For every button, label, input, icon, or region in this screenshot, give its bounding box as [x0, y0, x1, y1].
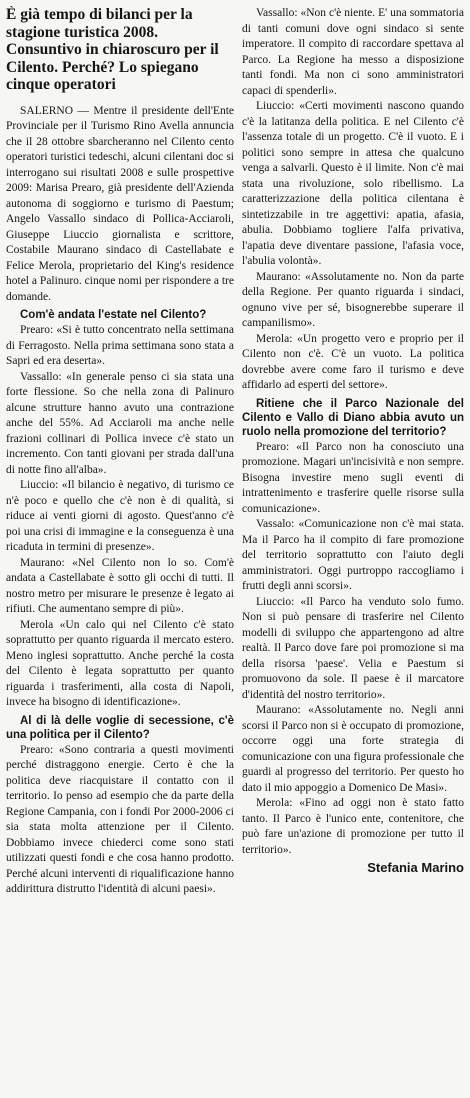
paragraph: Liuccio: «Il Parco ha venduto solo fumo. Non si può pensare di trasferire nel Cilento modelli di sviluppo che appartengono ad altre realtà. Il Parco dove fare poi promozione si ma della risorsa 'paese'. Velia e Paestum si promuovono da sole. Il paese è il marcatore d'identità del nostro territorio».: [242, 595, 464, 701]
paragraph: SALERNO — Mentre il presidente dell'Ente Provinciale per il Turismo Rino Avella annuncia che il 28 ottobre sbarcheranno nel Cilento cento operatori turistici tedeschi, alcuni cilentani doc si interrogano sui risultati 2008 e sulle prospettive 2009: Marisa Prearo, già presidente dell'Azienda autonoma di soggiorno e turismo di Paestum; Angelo Vassallo sindaco di Pollica-Acciaroli, Giuseppe Liuccio giornalista e scrittore, Costabile Maurano sindaco di Castellabate e Felice Merola, proprietario del King's residence hotel a Palinuro. cinque nomi per rispondere a tre domande.: [6, 104, 234, 303]
question-heading: Al di là delle voglie di secessione, c'è una politica per il Cilento?: [6, 714, 234, 741]
paragraph: Liuccio: «Il bilancio è negativo, di turismo ce n'è poco e quello che c'è non è di qualità, si riduce ai venti giorni di agosto. Quest'anno c'è poi una crisi di immagine e la conseguenza è una ricaduta in termini di presenze».: [6, 479, 234, 553]
left-column: [6, 6, 234, 1094]
headline: È già tempo di bilanci per la stagione turistica 2008. Consuntivo in chiaroscuro per il Cilento. Perché? Lo spiegano cinque operatori: [6, 6, 219, 93]
paragraph: Prearo: «Il Parco non ha conosciuto una promozione. Magari un'incisività e non sempre. Bisogna investire meno sugli eventi di intrattenimento e trasferire quelle risorse sulla comunicazione».: [242, 440, 464, 515]
paragraph: Prearo: «Sono contraria a questi movimenti perché distraggono energie. Certo è che la politica deve riacquistare il contatto con il territorio. Io penso ad esempio che da parte della Regione Campania, con i fondi Por 2000-2006 ci sia stata molta attenzione per il Cilento. Dobbiamo invece chiederci come sono stati utilizzati questi fondi e che cosa hanno prodotto. Perché alcuni interventi di riqualificazione hanno addirittura distrutto l'identità di alcuni paesi».: [6, 743, 234, 895]
paragraph: Merola «Un calo qui nel Cilento c'è stato soprattutto per quanto riguarda il mercato estero. Meno inglesi soprattutto. Anche perché la costa del Cilento è legata soprattutto per quanto riguarda i trasferimenti, alla costa di Napoli, invece ha bisogno di identificazione».: [6, 618, 234, 708]
left-column-body: [6, 104, 234, 898]
paragraph: Vassalo: «Comunicazione non c'è mai stata. Ma il Parco ha il compito di fare promozione del territorio soprattutto con l'aiuto degli amministratori. Oggi purtroppo raccogliamo i frutti degli anni scorsi».: [242, 518, 464, 592]
paragraph: Maurano: «Nel Cilento non lo so. Com'è andata a Castellabate è sotto gli occhi di tutti. Il nostro metro per misurare le presenze è legato ai rifiuti. Che aumentano sempre di più».: [6, 556, 234, 615]
paragraph: Liuccio: «Certi movimenti nascono quando c'è la latitanza della politica. E nel Cilento c'è l'assenza totale di un progetto. C'è il vuoto. E i politici sono sempre in attesa che qualcuno venga a salvarli. Questo è il limite. Non c'è mai stata una rivoluzione, solo ribellismo. La caratterizzazione della politica cilentana è sintetizzabile in tre aggettivi: apatia, afasia, abulia. Dobbiamo togliere l'alfa privativa, l'apatia deve diventare passione, l'afasia voce, l'abulia volontà».: [242, 100, 464, 267]
question-heading: Ritiene che il Parco Nazionale del Cilento e Vallo di Diano abbia avuto un ruolo nella promozione del territorio?: [242, 397, 464, 438]
paragraph: Merola: «Un progetto vero e proprio per il Cilento non c'è. C'è un vuoto. La politica dovrebbe avere come faro il turismo e deve affidarlo ad esperti del settore».: [242, 332, 464, 391]
right-column: [242, 6, 464, 1094]
paragraph: Maurano: «Assolutamente no. Negli anni scorsi il Parco non si è occupato di promozione, occorre oggi una forte strategia di comunicazione con una figura professionale che guardi al progresso del territorio. Per questo ho dato il mio appoggio a Domenico De Masi».: [242, 704, 464, 794]
paragraph: Merola: «Fino ad oggi non è stato fatto tanto. Il Parco è l'unico ente, contenitore, che può fare un'azione di promozione per tutto il territorio».: [242, 797, 464, 856]
author-signature: Stefania Marino: [367, 860, 464, 875]
question-heading: Com'è andata l'estate nel Cilento?: [20, 309, 207, 321]
paragraph: Maurano: «Assolutamente no. Non da parte della Regione. Per quanto riguarda i sindaci, ognuno vive per sé, bisognerebbe superare il campanilismo».: [242, 270, 464, 329]
paragraph: Vassallo: «In generale penso ci sia stata una forte flessione. So che nella zona di Palinuro alcune strutture hanno avuto una contrazione anche del 55%. Ad Acciaroli ma anche nelle frazioni collinari di Pollica invece c'è stato un incremento. Con tanti giovani per strada dall'una di notte fino all'alba».: [6, 370, 234, 476]
paragraph: Prearo: «Si è tutto concentrato nella settimana di Ferragosto. Nella prima settimana sono stata a Sapri ed era deserta».: [6, 324, 234, 367]
right-column-body: [242, 6, 464, 858]
paragraph: Vassallo: «Non c'è niente. E' una sommatoria di tanti comuni dove ogni sindaco si sente imperatore. Il compito di raccordare spettava al Parco. La Regione ha messo a disposizione tanti fondi. Ma non ci sono amministratori capaci di spenderli».: [242, 7, 464, 97]
